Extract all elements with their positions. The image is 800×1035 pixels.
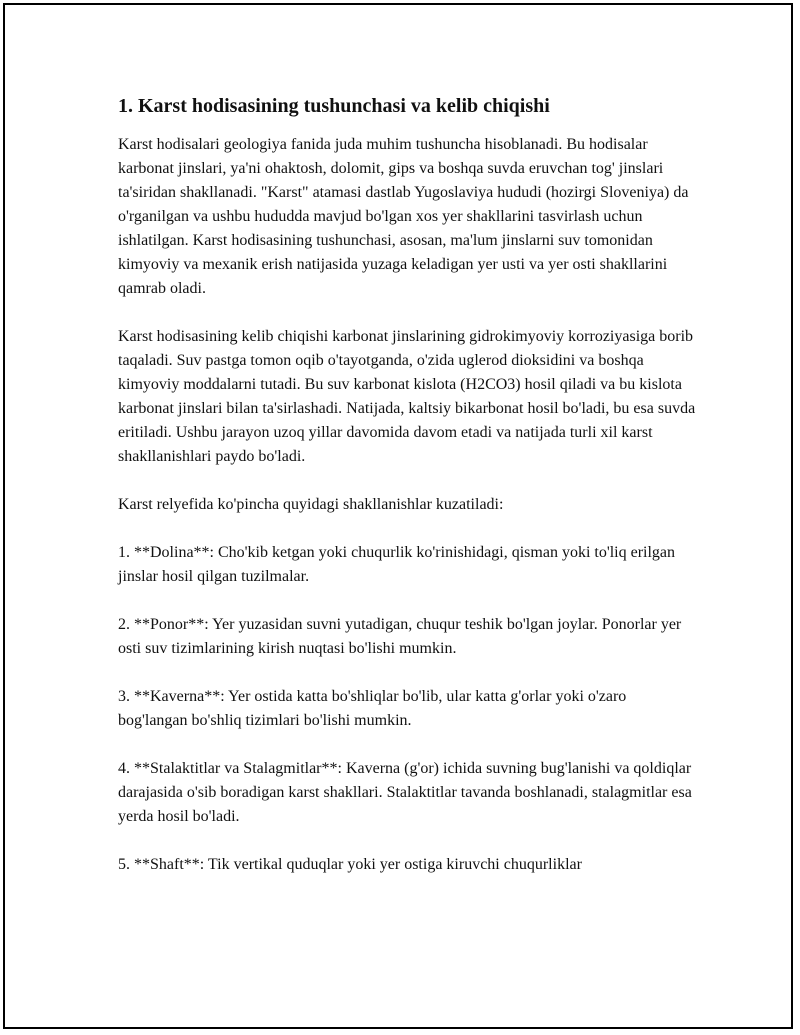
list-item-shaft: 5. **Shaft**: Tik vertikal quduqlar yoki yer ostiga kiruvchi chuqurliklar (118, 856, 582, 873)
list-item-kaverna: 3. **Kaverna**: Yer ostida katta bo'shliqlar bo'lib, ular katta g'orlar yoki o'zaro bog'langan bo'shliq tizimlari bo'lishi mumkin. (118, 688, 627, 729)
paragraph-origin: Karst hodisasining kelib chiqishi karbonat jinslarining gidrokimyoviy korroziyasiga borib taqaladi. Suv pastga tomon oqib o'tayotganda, o'zida uglerod dioksidini va boshqa kimyoviy moddalarni tutadi. Bu suv karbonat kislota (H2CO3) hosil qiladi va bu kislota karbonat jinslari bilan ta'sirlashadi. Natijada, kaltsiy bikarbonat hosil bo'ladi, bu esa suvda eritiladi. Ushbu jarayon uzoq yillar davomida davom etadi va natijada turli xil karst shakllanishlari paydo bo'ladi. (118, 328, 696, 465)
list-item-stalaktitlar: 4. **Stalaktitlar va Stalagmitlar**: Kaverna (g'or) ichida suvning bug'lanishi va qoldiqlar darajasida o'sib boradigan karst shakllari. Stalaktitlar tavanda boshlanadi, stalagmitlar esa yerda hosil bo'ladi. (118, 760, 692, 825)
list-item-dolina: 1. **Dolina**: Cho'kib ketgan yoki chuqurlik ko'rinishidagi, qisman yoki to'liq erilgan jinslar hosil qilgan tuzilmalar. (118, 544, 676, 585)
paragraph-list-intro: Karst relyefida ko'pincha quyidagi shakllanishlar kuzatiladi: (118, 496, 504, 513)
list-item-ponor: 2. **Ponor**: Yer yuzasidan suvni yutadigan, chuqur teshik bo'lgan joylar. Ponorlar yer osti suv tizimlarining kirish nuqtasi bo'lishi mumkin. (118, 616, 682, 657)
section-heading: 1. Karst hodisasining tushunchasi va kelib chiqishi (118, 95, 550, 117)
paragraph-intro: Karst hodisalari geologiya fanida juda muhim tushuncha hisoblanadi. Bu hodisalar karbonat jinslari, ya'ni ohaktosh, dolomit, gips va boshqa suvda eruvchan tog' jinslari ta'siridan shakllanadi. "Karst" atamasi dastlab Yugoslaviya hududi (hozirgi Sloveniya) da o'rganilgan va ushbu hududda mavjud bo'lgan xos yer shakllarini tasvirlash uchun ishlatilgan. Karst hodisasining tushunchasi, asosan, ma'lum jinslarni suv tomonidan kimyoviy va mexanik erish natijasida yuzaga keladigan yer usti va yer osti shakllarini qamrab oladi. (118, 136, 689, 297)
document-body (118, 93, 698, 901)
